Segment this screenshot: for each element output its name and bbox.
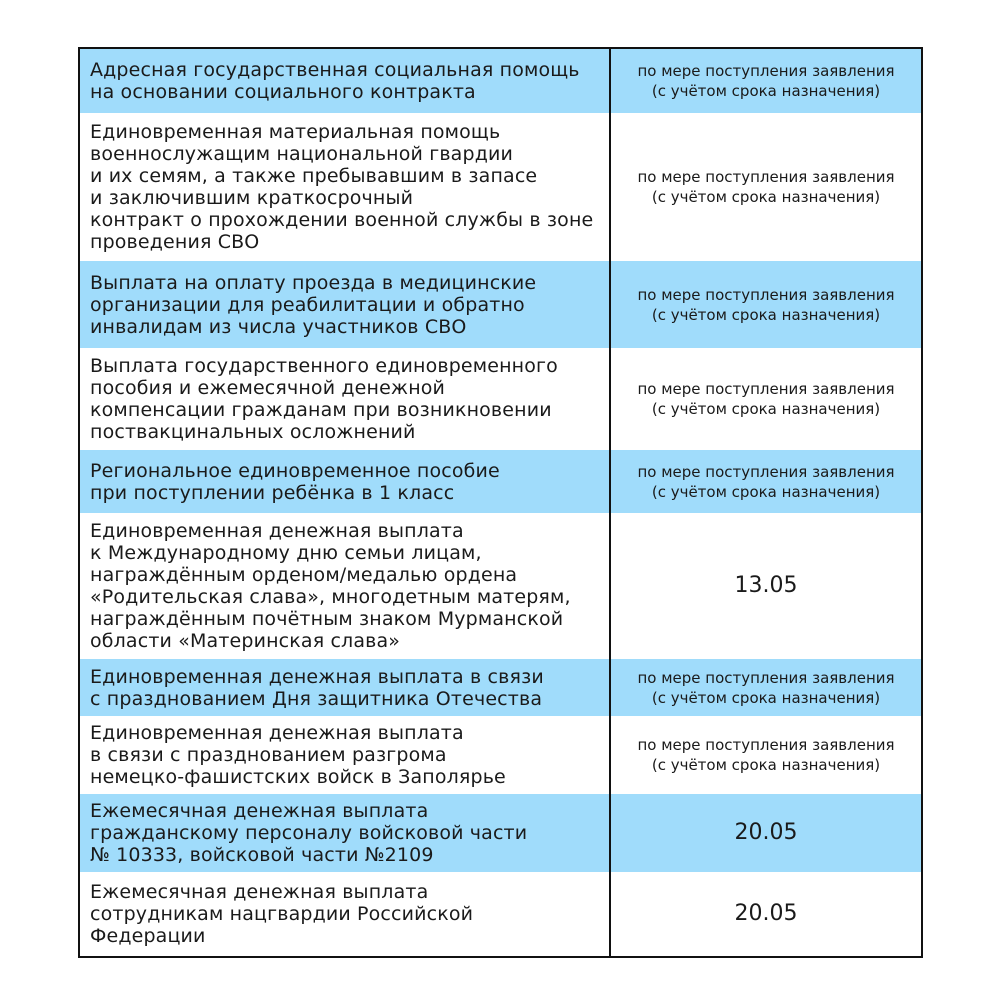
payment-date: по мере поступления заявления (с учётом срока назначения) (637, 668, 895, 707)
payment-name: Ежемесячная денежная выплата гражданскому персоналу войсковой части № 10333, войсковой части №2109 (80, 794, 611, 872)
table-row (80, 716, 921, 794)
payment-name: Региональное единовременное пособие при поступлении ребёнка в 1 класс (80, 450, 611, 513)
payment-name: Адресная государственная социальная помощь на основании социального контракта (80, 49, 611, 113)
payment-date: 20.05 (734, 901, 798, 926)
payment-name: Единовременная денежная выплата в связи с празднованием разгрома немецко-фашистских войск в Заполярье (80, 716, 611, 794)
payment-date: по мере поступления заявления (с учётом срока назначения) (637, 62, 895, 100)
table-row (80, 261, 921, 348)
table-row (80, 450, 921, 513)
table-row (80, 794, 921, 872)
payment-date: по мере поступления заявления (с учётом срока назначения) (637, 462, 895, 501)
payments-table (78, 47, 923, 958)
payment-name: Выплата на оплату проезда в медицинские организации для реабилитации и обратно инвалидам из числа участников СВО (80, 261, 611, 348)
payment-name: Единовременная денежная выплата в связи с празднованием Дня защитника Отечества (80, 659, 611, 716)
payment-name: Ежемесячная денежная выплата сотрудникам нацгвардии Российской Федерации (80, 872, 611, 956)
payment-date: по мере поступления заявления (с учётом срока назначения) (637, 736, 895, 774)
table-row (80, 872, 921, 956)
payment-date: по мере поступления заявления (с учётом срока назначения) (637, 168, 895, 206)
table-row (80, 348, 921, 450)
table-row (80, 513, 921, 659)
table-row (80, 113, 921, 261)
payment-date: 13.05 (734, 573, 798, 598)
payment-name: Выплата государственного единовременного пособия и ежемесячной денежной компенсации гражданам при возникновении поствакцинальных осложнений (80, 348, 611, 450)
table-row (80, 659, 921, 716)
payment-date: 20.05 (734, 820, 798, 845)
payment-date: по мере поступления заявления (с учётом срока назначения) (637, 285, 895, 324)
table-row (80, 49, 921, 113)
payment-date: по мере поступления заявления (с учётом срока назначения) (637, 380, 895, 418)
payment-name: Единовременная материальная помощь военнослужащим национальной гвардии и их семям, а также пребывавшим в запасе и заключившим краткосрочный контракт о прохождении военной службы в зоне проведения СВО (80, 113, 611, 261)
payment-name: Единовременная денежная выплата к Международному дню семьи лицам, награждённым орденом/медалью ордена «Родительская слава», многодетным матерям, награждённым почётным знаком Мурманской области «Материнская слава» (80, 513, 611, 659)
